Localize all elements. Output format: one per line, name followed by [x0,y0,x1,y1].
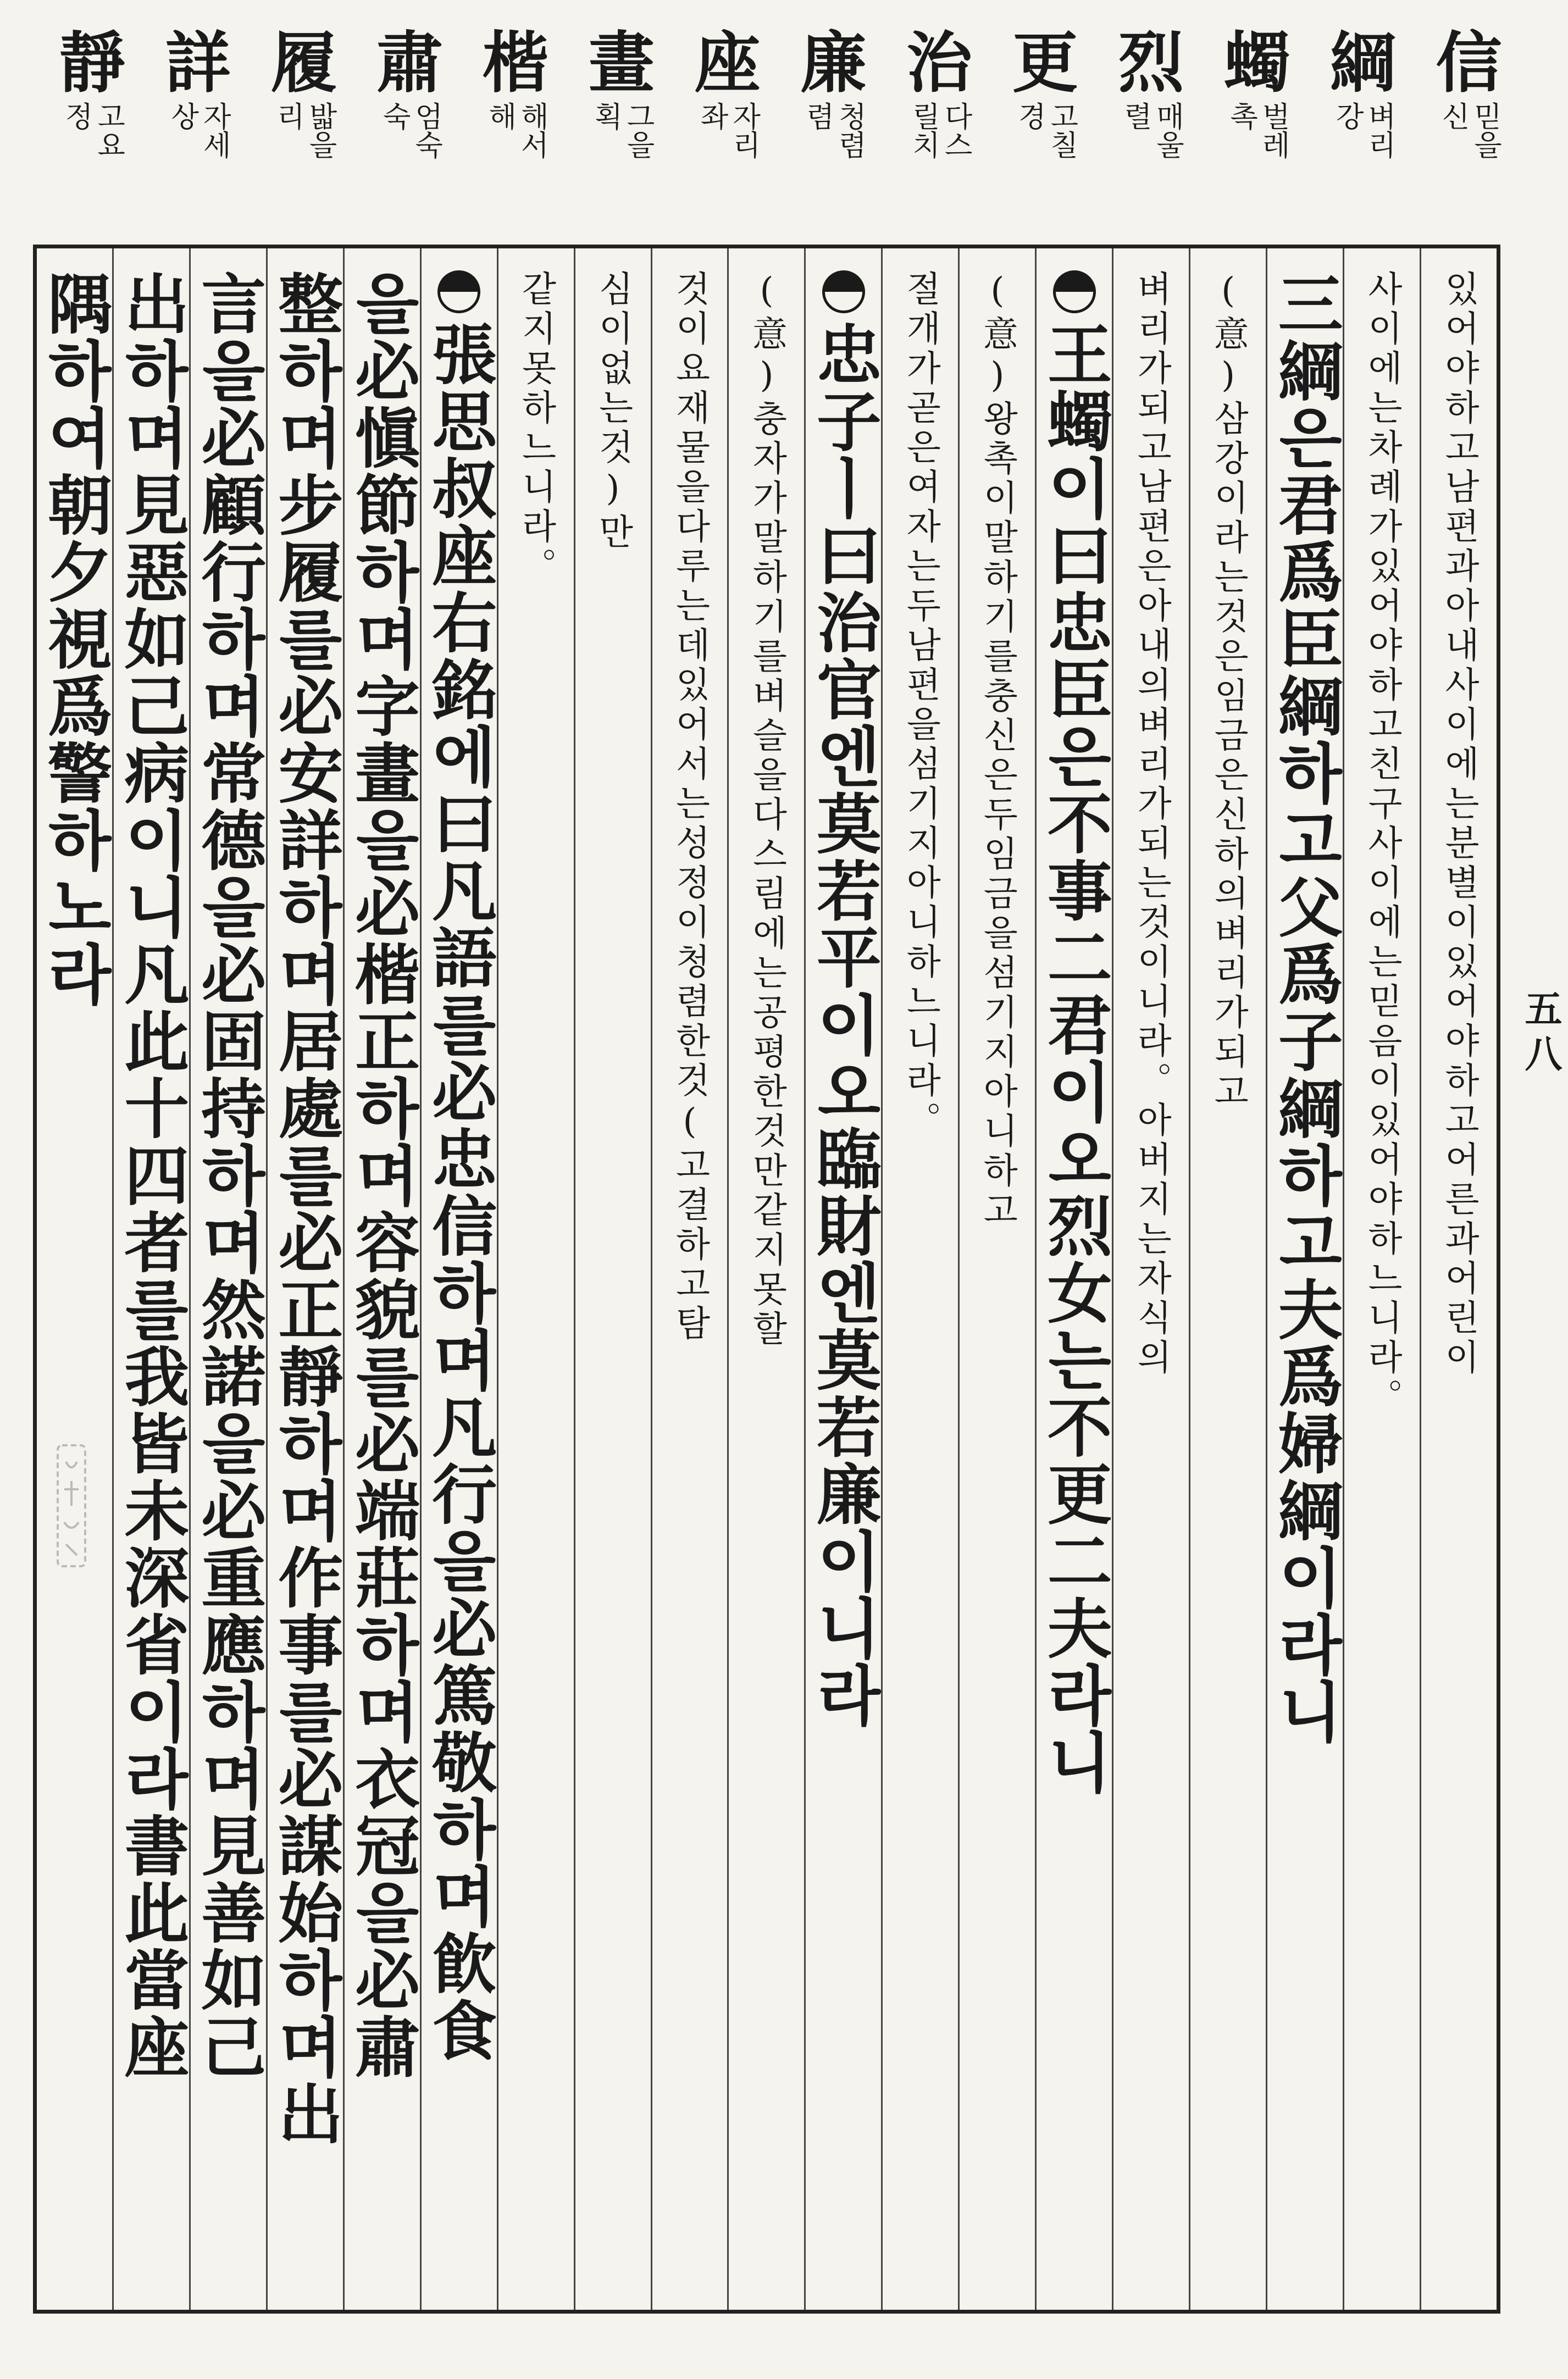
glossary-reading-part: 고칠 [1045,102,1078,159]
glossary-reading-part: 믿을 [1469,102,1502,159]
column-content [1131,270,1172,2310]
commentary-column [727,248,804,2310]
column-content [1438,270,1480,2310]
commentary-column [1343,248,1420,2310]
glossary-hanja: 楷 [483,24,549,102]
glossary-reading-part: 좌 [695,102,728,130]
column-content [900,270,941,2310]
column-content [1207,270,1249,2310]
column-text: 있어야하고남편과아내사이에는분별이있어야하고어른과어린이 [1438,270,1480,1378]
glossary-hanja: 廉 [800,24,867,102]
glossary-hanja: 詳 [165,24,231,102]
column-text: 사이에는차례가있어야하고친구사이에는믿음이있어야하느니라。 [1361,270,1403,1418]
glossary-reading [379,102,441,159]
commentary-column [881,248,958,2310]
glossary-reading-part: 경 [1012,102,1046,130]
glossary-reading [273,102,335,159]
commentary-column [1189,248,1266,2310]
glossary-entry [1315,24,1411,228]
glossary-hanja: 烈 [1118,24,1184,102]
glossary-entry [679,24,775,228]
column-text: 出하며見惡如己病이니凡此十四者를我皆未深省이라書此當座 [113,270,190,2081]
glossary-reading-part: 밟을 [303,102,337,159]
page-number: 五八 [1519,989,1563,1079]
column-text: 벼리가되고남편은아내의벼리가되는것이니라。아버지는자식의 [1131,270,1172,1378]
glossary-reading-part: 매울 [1150,102,1184,159]
column-content [592,270,634,2310]
glossary-entry [362,24,458,228]
glossary-entry [44,24,140,228]
column-content [1267,270,1344,2310]
glossary-reading-part: 획 [589,102,622,130]
glossary-reading [485,102,547,159]
text-columns [37,248,1497,2310]
stamp-mark [52,1440,91,1572]
classical-text-column [112,248,189,2310]
glossary-hanja: 綱 [1329,24,1396,102]
section-bullet-icon [437,270,480,313]
glossary-reading-part: 자세 [197,102,231,159]
glossary-reading [908,102,970,159]
column-text: 張思叔座右銘에曰凡語를必忠信하며凡行을必篤敬하며飮食 [421,321,498,2064]
classical-text-column [343,248,420,2310]
glossary-reading [589,102,655,159]
glossary [44,24,1517,228]
glossary-reading [1332,102,1394,159]
glossary-reading-part: 렴 [801,102,834,130]
glossary-hanja: 蠋 [1224,24,1290,102]
glossary-reading-part: 자리 [727,102,761,159]
glossary-hanja: 肅 [376,24,443,102]
column-content [1036,270,1113,2310]
glossary-reading [167,102,229,159]
glossary-reading-part: 엄숙 [409,102,443,159]
glossary-reading-part: 다스 [939,102,972,159]
column-content [190,270,267,2310]
glossary-reading [1120,102,1182,159]
commentary-column [574,248,651,2310]
column-text: 심이없는것)만 [592,270,634,553]
glossary-reading-part: 촉 [1225,102,1258,130]
classical-text-column [804,248,881,2310]
glossary-reading-part: 해 [483,102,517,130]
commentary-column [958,248,1035,2310]
glossary-reading [695,102,761,159]
commentary-column [1112,248,1189,2310]
column-content [36,270,113,2310]
section-bullet-icon [822,270,865,313]
glossary-reading [802,102,865,159]
column-text: (意)왕촉이말하기를충신은두임금을섬기지아니하고 [977,270,1018,1231]
classical-text-column [37,248,112,2310]
glossary-entry [1103,24,1199,228]
column-content [267,270,344,2310]
classical-text-column [420,248,497,2310]
column-content [669,270,710,2310]
column-content [344,270,421,2310]
glossary-entry [997,24,1093,228]
glossary-reading-part: 청렴 [833,102,866,159]
glossary-reading-part: 고요 [92,102,125,159]
classical-text-column [1035,248,1112,2310]
section-bullet-icon [1053,270,1096,313]
column-content [977,270,1018,2310]
classical-text-column [1266,248,1343,2310]
column-text: 言을必顧行하며常德을必固持하며然諾을必重應하며見善如己 [190,270,267,2081]
glossary-hanja: 信 [1436,24,1502,102]
classical-text-column [189,248,266,2310]
column-content [421,270,498,2310]
glossary-entry [891,24,988,228]
text-frame [33,245,1500,2314]
glossary-reading-part: 강 [1330,102,1364,130]
column-text: 隅하여朝夕視爲警하노라 [36,270,113,1008]
glossary-reading-part: 숙 [377,102,411,130]
glossary-entry [150,24,246,228]
glossary-reading-part: 리 [271,102,304,130]
glossary-reading [1014,102,1076,159]
glossary-reading-part: 해서 [515,102,548,159]
glossary-entry [256,24,352,228]
column-text: (意)충자가말하기를벼슬을다스림에는공평한것만같지못할 [746,270,787,1350]
commentary-column [1420,248,1497,2310]
column-text: (意)삼강이라는것은임금은신하의벼리가되고 [1207,270,1249,1112]
column-text: 王蠋이曰忠臣은不事二君이오烈女는不更二夫라니 [1036,321,1113,1796]
glossary-hanja: 畫 [588,24,655,102]
column-content [1361,270,1403,2310]
column-text: 같지못하느니라。 [516,270,557,587]
glossary-reading-part: 렬 [1118,102,1152,130]
glossary-reading [61,102,123,159]
glossary-reading-part: 정 [59,102,93,130]
column-content [113,270,190,2310]
column-text: 절개가곧은여자는두남편을섬기지아니하느니라。 [900,270,941,1141]
glossary-entry [785,24,882,228]
glossary-reading-part: 신 [1436,102,1470,130]
glossary-reading [1226,102,1288,159]
glossary-entry [1209,24,1305,228]
glossary-entry [573,24,669,228]
glossary-entry [468,24,564,228]
glossary-reading-part: 상 [165,102,199,130]
glossary-entry [1421,24,1517,228]
glossary-hanja: 座 [694,24,761,102]
glossary-reading-part: 그을 [621,102,655,159]
commentary-column [651,248,728,2310]
glossary-reading-part: 벌레 [1256,102,1290,159]
column-content [805,270,882,2310]
glossary-hanja: 履 [270,24,337,102]
glossary-reading-part: 릴치 [907,102,940,159]
column-text: 三綱은君爲臣綱하고父爲子綱하고夫爲婦綱이라니 [1267,270,1344,1745]
glossary-hanja: 靜 [59,24,125,102]
glossary-hanja: 更 [1012,24,1078,102]
glossary-reading [1438,102,1500,159]
column-text: 忠子ㅣ曰治官엔莫若平이오臨財엔莫若廉이니라 [805,321,882,1729]
column-text: 整하며步履를必安詳하며居處를必正靜하며作事를必謀始하며出 [267,270,344,2148]
commentary-column [497,248,574,2310]
column-text: 것이요재물을다루는데있어서는성정이청렴한것(고결하고탐 [669,270,710,1344]
glossary-hanja: 治 [906,24,972,102]
column-content [516,270,557,2310]
column-content [746,270,787,2310]
classical-text-column [266,248,343,2310]
column-text: 을必愼節하며字畫을必楷正하며容貌를必端莊하며衣冠을必肅 [344,270,421,2081]
glossary-reading-part: 벼리 [1362,102,1396,159]
